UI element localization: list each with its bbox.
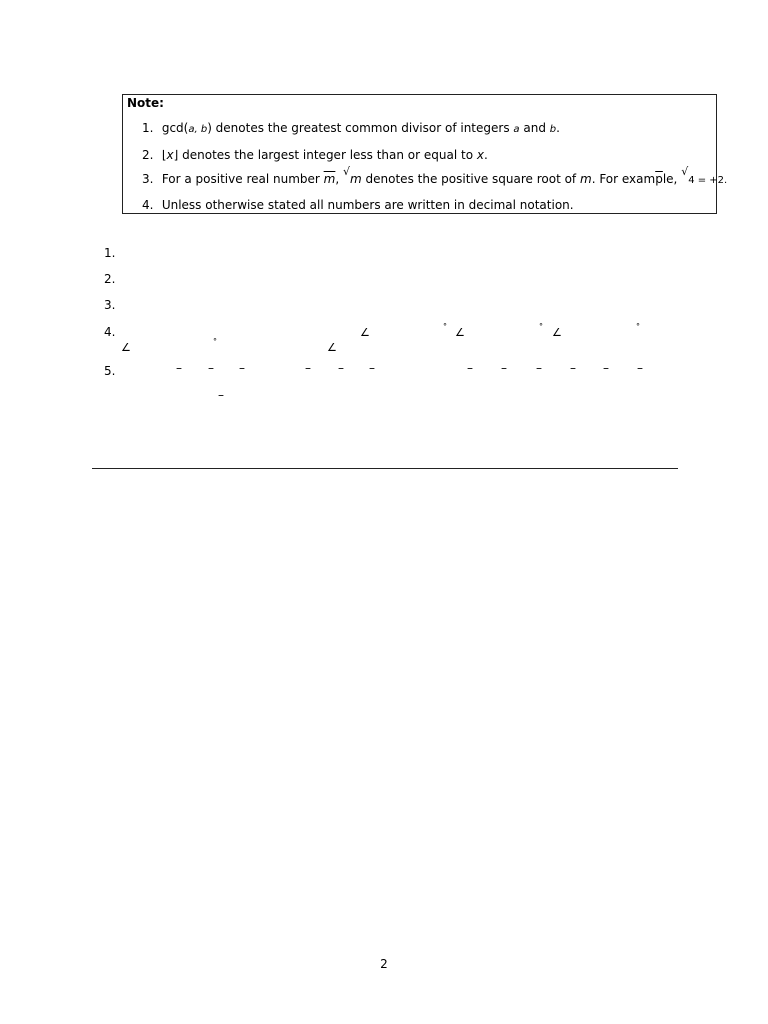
- note-item-number: 2.: [142, 148, 154, 162]
- note-text: Unless otherwise stated all numbers are written in decimal notation.: [161, 198, 574, 212]
- fraction-bar: –: [176, 361, 182, 375]
- note-item-2: [142, 148, 488, 162]
- fraction-bar: –: [570, 361, 576, 375]
- note-variable: b: [549, 124, 557, 135]
- sqrt-symbol: √: [681, 165, 689, 178]
- note-text: $\overline{p}$: [655, 172, 663, 186]
- note-text: ,: [335, 172, 343, 186]
- fraction-bar: –: [536, 361, 542, 375]
- note-variable: a, b: [188, 124, 208, 135]
- note-text: ⌋ denotes the largest integer less than or equal to: [173, 148, 477, 162]
- note-variable: x: [476, 148, 484, 162]
- angle-symbol: ∠: [455, 326, 465, 339]
- horizontal-rule: [92, 468, 678, 469]
- note-item-number: 1.: [142, 121, 154, 135]
- fraction-bar: –: [467, 361, 473, 375]
- note-text: For a positive real number: [161, 172, 324, 186]
- note-item-number: 3.: [142, 172, 154, 186]
- note-text: 4 = +2.: [688, 175, 728, 186]
- note-text: denotes the positive square root of: [361, 172, 580, 186]
- degree-symbol: °: [443, 322, 447, 331]
- angle-symbol: ∠: [327, 341, 337, 354]
- note-box: [122, 94, 728, 214]
- note-text: gcd(: [161, 121, 189, 135]
- fraction-bar: –: [637, 361, 643, 375]
- page-number: 2: [380, 957, 388, 971]
- problem-number-1: 1.: [104, 246, 116, 260]
- note-item-4: [142, 198, 574, 212]
- note-variable: a: [513, 124, 520, 135]
- note-text: ) denotes the greatest common divisor of integers: [207, 121, 514, 135]
- note-item-number: 4.: [142, 198, 154, 212]
- problem-number-3: 3.: [104, 298, 116, 312]
- fraction-bar: –: [338, 361, 344, 375]
- note-text: ⌊: [161, 148, 167, 162]
- angle-symbol: ∠: [360, 326, 370, 339]
- note-item-1: [142, 121, 560, 135]
- problem-number-2: 2.: [104, 272, 116, 286]
- fraction-bar: –: [369, 361, 375, 375]
- note-text: and: [519, 121, 550, 135]
- degree-symbol: °: [539, 322, 543, 331]
- note-text: .: [556, 121, 560, 135]
- degree-symbol: °: [636, 322, 640, 331]
- fraction-bar: –: [305, 361, 311, 375]
- angle-symbol: ∠: [121, 341, 131, 354]
- note-variable: m: [579, 172, 592, 186]
- note-item-3: [142, 165, 728, 186]
- problem-number-4: 4.: [104, 325, 116, 339]
- note-text: le,: [662, 172, 682, 186]
- note-variable: $\overline{m}$: [323, 172, 336, 186]
- angle-symbol: ∠: [552, 326, 562, 339]
- note-variable: m: [350, 172, 362, 186]
- note-text: . For exam: [591, 172, 656, 186]
- problem-number-5: 5.: [104, 364, 116, 378]
- fraction-bar: –: [218, 388, 224, 402]
- fraction-bar: –: [239, 361, 245, 375]
- sqrt-symbol: √: [343, 165, 351, 178]
- note-title: Note:: [127, 96, 164, 110]
- fraction-bar: –: [501, 361, 507, 375]
- note-text: .: [483, 148, 488, 162]
- degree-symbol: °: [213, 337, 217, 346]
- note-variable: x: [166, 148, 174, 162]
- fraction-bar: –: [603, 361, 609, 375]
- fraction-bar: –: [208, 361, 214, 375]
